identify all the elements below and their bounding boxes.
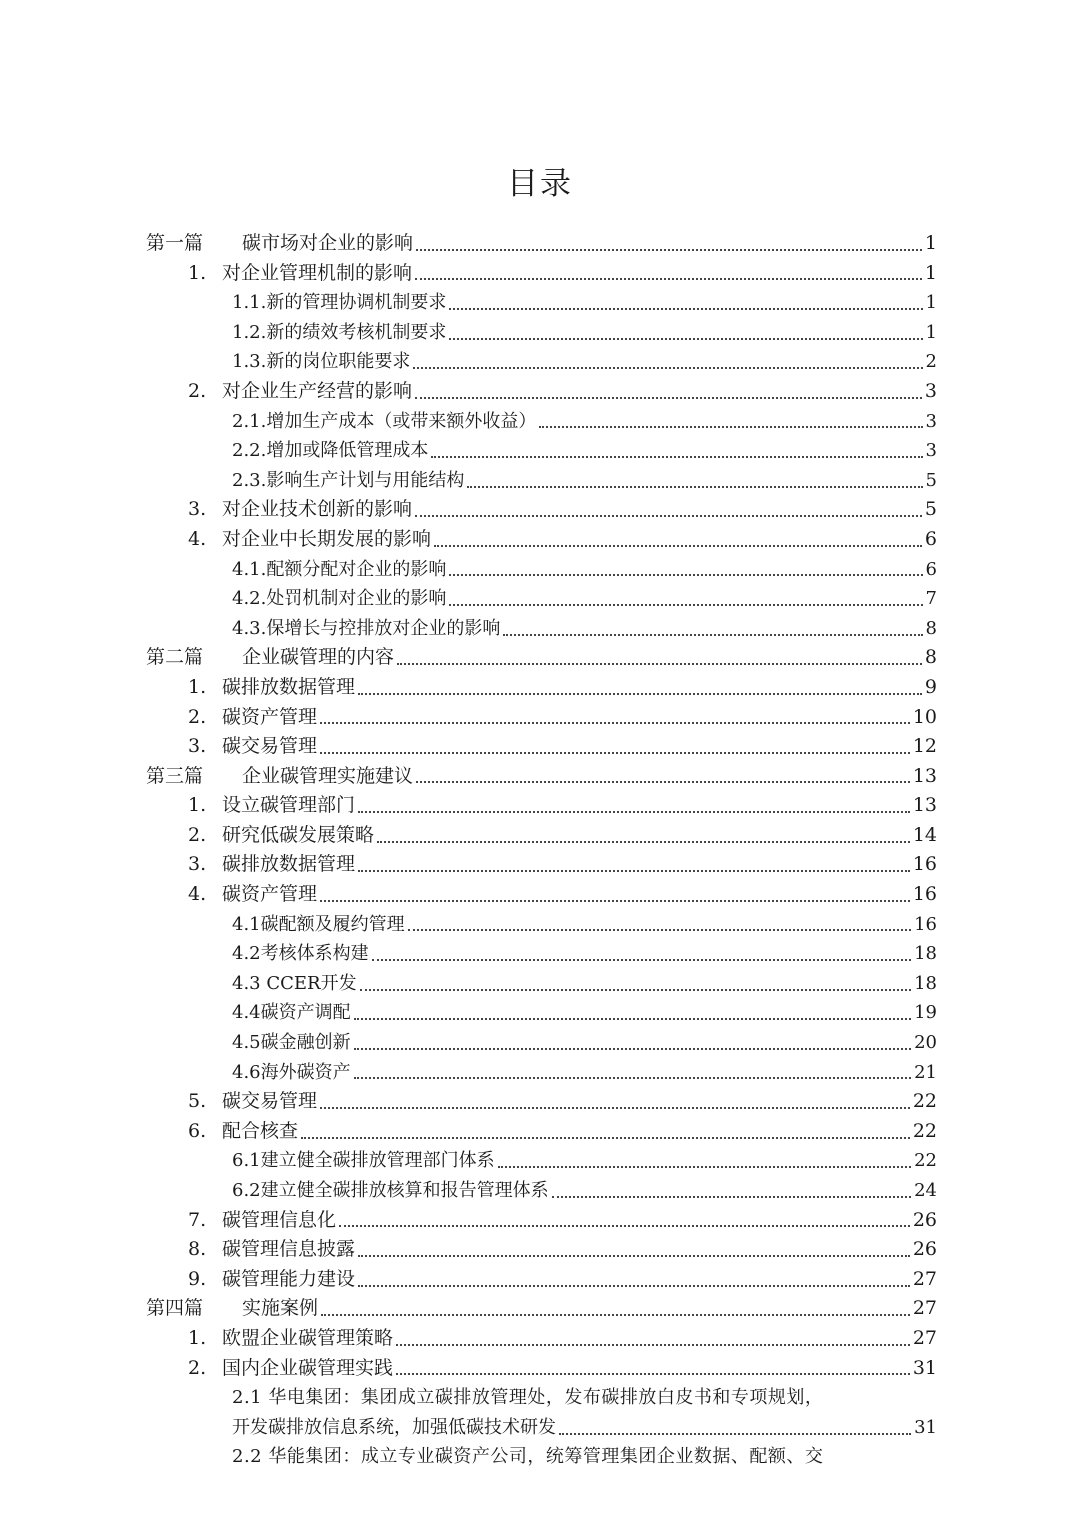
dot-leader [415,278,922,280]
entry-title: 欧盟企业碳管理策略 [222,1326,394,1349]
dot-leader [372,959,911,961]
toc-entry[interactable] [146,288,937,318]
toc-entry[interactable] [146,407,937,437]
toc-entry[interactable] [146,584,937,614]
toc-entry[interactable] [146,495,937,525]
entry-title: 对企业生产经营的影响 [222,379,413,402]
entry-title: 2.2.增加或降低管理成本 [232,440,429,462]
table-of-contents [146,229,937,1472]
dot-leader [360,989,912,991]
dot-leader [416,249,922,251]
toc-entry[interactable] [146,1324,937,1354]
page-number: 16 [912,853,937,876]
toc-entry[interactable] [146,1176,937,1206]
toc-entry[interactable] [146,259,937,289]
dot-leader [339,1225,910,1227]
section-number: 3. [188,735,207,758]
page-number: 7 [925,588,937,610]
dot-leader [559,1433,911,1435]
dot-leader [358,870,910,872]
dot-leader [408,929,911,931]
part-label: 第四篇 [146,1297,204,1320]
page-number: 31 [914,1416,937,1438]
entry-title: 4.1碳配额及履约管理 [232,913,405,935]
dot-leader [397,663,922,665]
entry-title-last-line [232,1413,937,1443]
page-number: 22 [912,1119,937,1142]
entry-title: 1.3.新的岗位职能要求 [232,351,411,373]
page-number: 27 [912,1297,937,1320]
section-number: 6. [188,1119,207,1142]
toc-entry[interactable] [146,821,937,851]
page-number: 27 [912,1326,937,1349]
dot-leader [449,574,922,576]
dot-leader [539,426,922,428]
page-number: 19 [914,1002,937,1024]
entry-title: 4.6海外碳资产 [232,1061,351,1083]
toc-entry[interactable] [146,969,937,999]
page-number: 1 [925,321,937,343]
toc-entry[interactable] [146,703,937,733]
page-number: 9 [924,675,937,698]
dot-leader [416,781,910,783]
entry-title: 碳排放数据管理 [222,675,356,698]
entry-title: 6.1建立健全碳排放管理部门体系 [232,1150,495,1172]
toc-entry[interactable] [146,850,937,880]
dot-leader [434,545,922,547]
entry-title: 碳资产管理 [222,883,318,906]
dot-leader [449,338,922,340]
entry-title: 企业碳管理实施建议 [242,764,414,787]
toc-entry[interactable] [146,939,937,969]
entry-title: 对企业技术创新的影响 [222,498,413,521]
section-number: 9. [188,1267,207,1290]
toc-entry[interactable] [146,1265,937,1295]
toc-entry[interactable] [146,1028,937,1058]
dot-leader [431,456,922,458]
page-number: 3 [925,440,937,462]
toc-entry[interactable] [146,1294,937,1324]
page-number: 13 [912,794,937,817]
section-number: 4. [188,883,207,906]
page-number: 16 [914,913,937,935]
toc-entry[interactable] [146,614,937,644]
dot-leader [552,1196,911,1198]
entry-title: 碳交易管理 [222,1090,318,1113]
dot-leader [415,397,922,399]
page-number: 5 [925,469,937,491]
entry-title: 4.1.配额分配对企业的影响 [232,558,447,580]
entry-title: 企业碳管理的内容 [242,646,395,669]
toc-entry[interactable] [146,880,937,910]
entry-title: 4.2.处罚机制对企业的影响 [232,588,447,610]
entry-title: 4.4碳资产调配 [232,1002,351,1024]
page-number: 18 [914,943,937,965]
toc-entry[interactable] [146,998,937,1028]
section-number: 3. [188,498,207,521]
entry-title: 碳管理信息化 [222,1208,337,1231]
page-number: 27 [912,1267,937,1290]
dot-leader [320,900,910,902]
page-number: 20 [914,1032,937,1054]
page-number: 31 [912,1356,937,1379]
entry-title: 碳资产管理 [222,705,318,728]
entry-title-line: 2.2 华能集团：成立专业碳资产公司，统筹管理集团企业数据、配额、交 [232,1446,824,1468]
section-number: 2. [188,379,207,402]
toc-entry[interactable] [146,347,937,377]
page-number: 8 [925,617,937,639]
dot-leader [354,1077,911,1079]
toc-entry[interactable] [146,525,937,555]
dot-leader [467,486,922,488]
entry-title: 6.2建立健全碳排放核算和报告管理体系 [232,1180,549,1201]
page-number: 22 [912,1090,937,1113]
section-number: 7. [188,1208,207,1231]
entry-title: 实施案例 [242,1297,319,1320]
toc-entry[interactable] [146,1206,937,1236]
entry-title: 4.2考核体系构建 [232,943,369,965]
section-number: 1. [188,675,207,698]
entry-title-line: 开发碳排放信息系统，加强低碳技术研发 [232,1416,556,1438]
dot-leader [320,1107,910,1109]
page-number: 24 [914,1180,937,1201]
toc-entry[interactable] [146,1117,937,1147]
page-number: 16 [912,883,937,906]
entry-title: 碳排放数据管理 [222,853,356,876]
part-label: 第三篇 [146,764,204,787]
dot-leader [396,1344,910,1346]
page-number: 2 [925,351,937,373]
page-number: 22 [914,1150,937,1172]
toc-entry[interactable] [146,910,937,940]
dot-leader [415,515,922,517]
page-number: 6 [924,527,937,550]
entry-title: 碳交易管理 [222,735,318,758]
page-number: 14 [912,823,937,846]
dot-leader [498,1166,911,1168]
section-number: 1. [188,1326,207,1349]
page-number: 26 [912,1238,937,1261]
dot-leader [358,693,922,695]
dot-leader [396,1373,910,1375]
section-number: 1. [188,794,207,817]
page-number: 10 [912,705,937,728]
dot-leader [354,1048,911,1050]
page-number: 5 [924,498,937,521]
entry-title: 碳管理能力建设 [222,1267,356,1290]
part-label: 第二篇 [146,646,204,669]
page-number: 8 [924,646,937,669]
toc-entry[interactable] [146,1146,937,1176]
entry-title-line: 2.1 华电集团：集团成立碳排放管理处，发布碳排放白皮书和专项规划， [232,1387,824,1409]
toc-entry[interactable] [146,673,937,703]
section-number: 3. [188,853,207,876]
section-number: 2. [188,823,207,846]
page-number: 6 [925,558,937,580]
dot-leader [449,604,922,606]
toc-entry[interactable] [146,1087,937,1117]
toc-entry[interactable] [146,377,937,407]
entry-title: 4.5碳金融创新 [232,1032,351,1054]
page-number: 12 [912,735,937,758]
toc-entry[interactable] [146,466,937,496]
dot-leader [320,752,910,754]
entry-title: 4.3.保增长与控排放对企业的影响 [232,617,501,639]
page-number: 3 [924,379,937,402]
page-number: 26 [912,1208,937,1231]
page-number: 1 [925,292,937,314]
toc-entry[interactable] [146,762,937,792]
section-number: 1. [188,261,207,284]
entry-title: 1.1.新的管理协调机制要求 [232,292,447,314]
page-number: 1 [924,232,937,254]
toc-entry[interactable] [146,436,937,466]
entry-title: 配合核查 [222,1119,299,1142]
page-number: 13 [912,764,937,787]
entry-title: 碳市场对企业的影响 [242,232,414,254]
entry-title: 国内企业碳管理实践 [222,1356,394,1379]
dot-leader [321,1314,910,1316]
toc-entry[interactable] [146,791,937,821]
section-number: 2. [188,705,207,728]
dot-leader [449,308,922,310]
toc-entry[interactable] [146,555,937,585]
dot-leader [301,1137,910,1139]
section-number: 2. [188,1356,207,1379]
dot-leader [358,1255,910,1257]
page-number: 21 [914,1061,937,1083]
toc-entry[interactable] [146,643,937,673]
toc-entry[interactable] [146,229,937,259]
page-number: 18 [914,972,937,994]
dot-leader [377,841,910,843]
section-number: 8. [188,1238,207,1261]
page-number: 3 [925,410,937,432]
toc-entry-multiline[interactable] [146,1442,937,1472]
entry-title: 对企业中长期发展的影响 [222,527,432,550]
section-number: 4. [188,527,207,550]
dot-leader [503,634,922,636]
page-number: 1 [924,261,937,284]
toc-entry-multiline[interactable] [146,1383,937,1442]
dot-leader [358,1285,910,1287]
toc-entry[interactable] [146,1058,937,1088]
entry-title: 2.1.增加生产成本（或带来额外收益） [232,410,537,432]
dot-leader [413,367,922,369]
section-number: 5. [188,1090,207,1113]
toc-entry[interactable] [146,1235,937,1265]
dot-leader [358,811,910,813]
entry-title: 4.3 CCER开发 [232,972,357,994]
dot-leader [354,1018,911,1020]
toc-entry[interactable] [146,732,937,762]
part-label: 第一篇 [146,232,204,254]
entry-title: 对企业管理机制的影响 [222,261,413,284]
toc-entry[interactable] [146,1354,937,1384]
page-title: 目录 [507,166,573,202]
entry-title: 1.2.新的绩效考核机制要求 [232,321,447,343]
entry-title: 设立碳管理部门 [222,794,356,817]
toc-entry[interactable] [146,318,937,348]
entry-title: 碳管理信息披露 [222,1238,356,1261]
dot-leader [320,722,910,724]
entry-title: 2.3.影响生产计划与用能结构 [232,469,465,491]
entry-title: 研究低碳发展策略 [222,823,375,846]
